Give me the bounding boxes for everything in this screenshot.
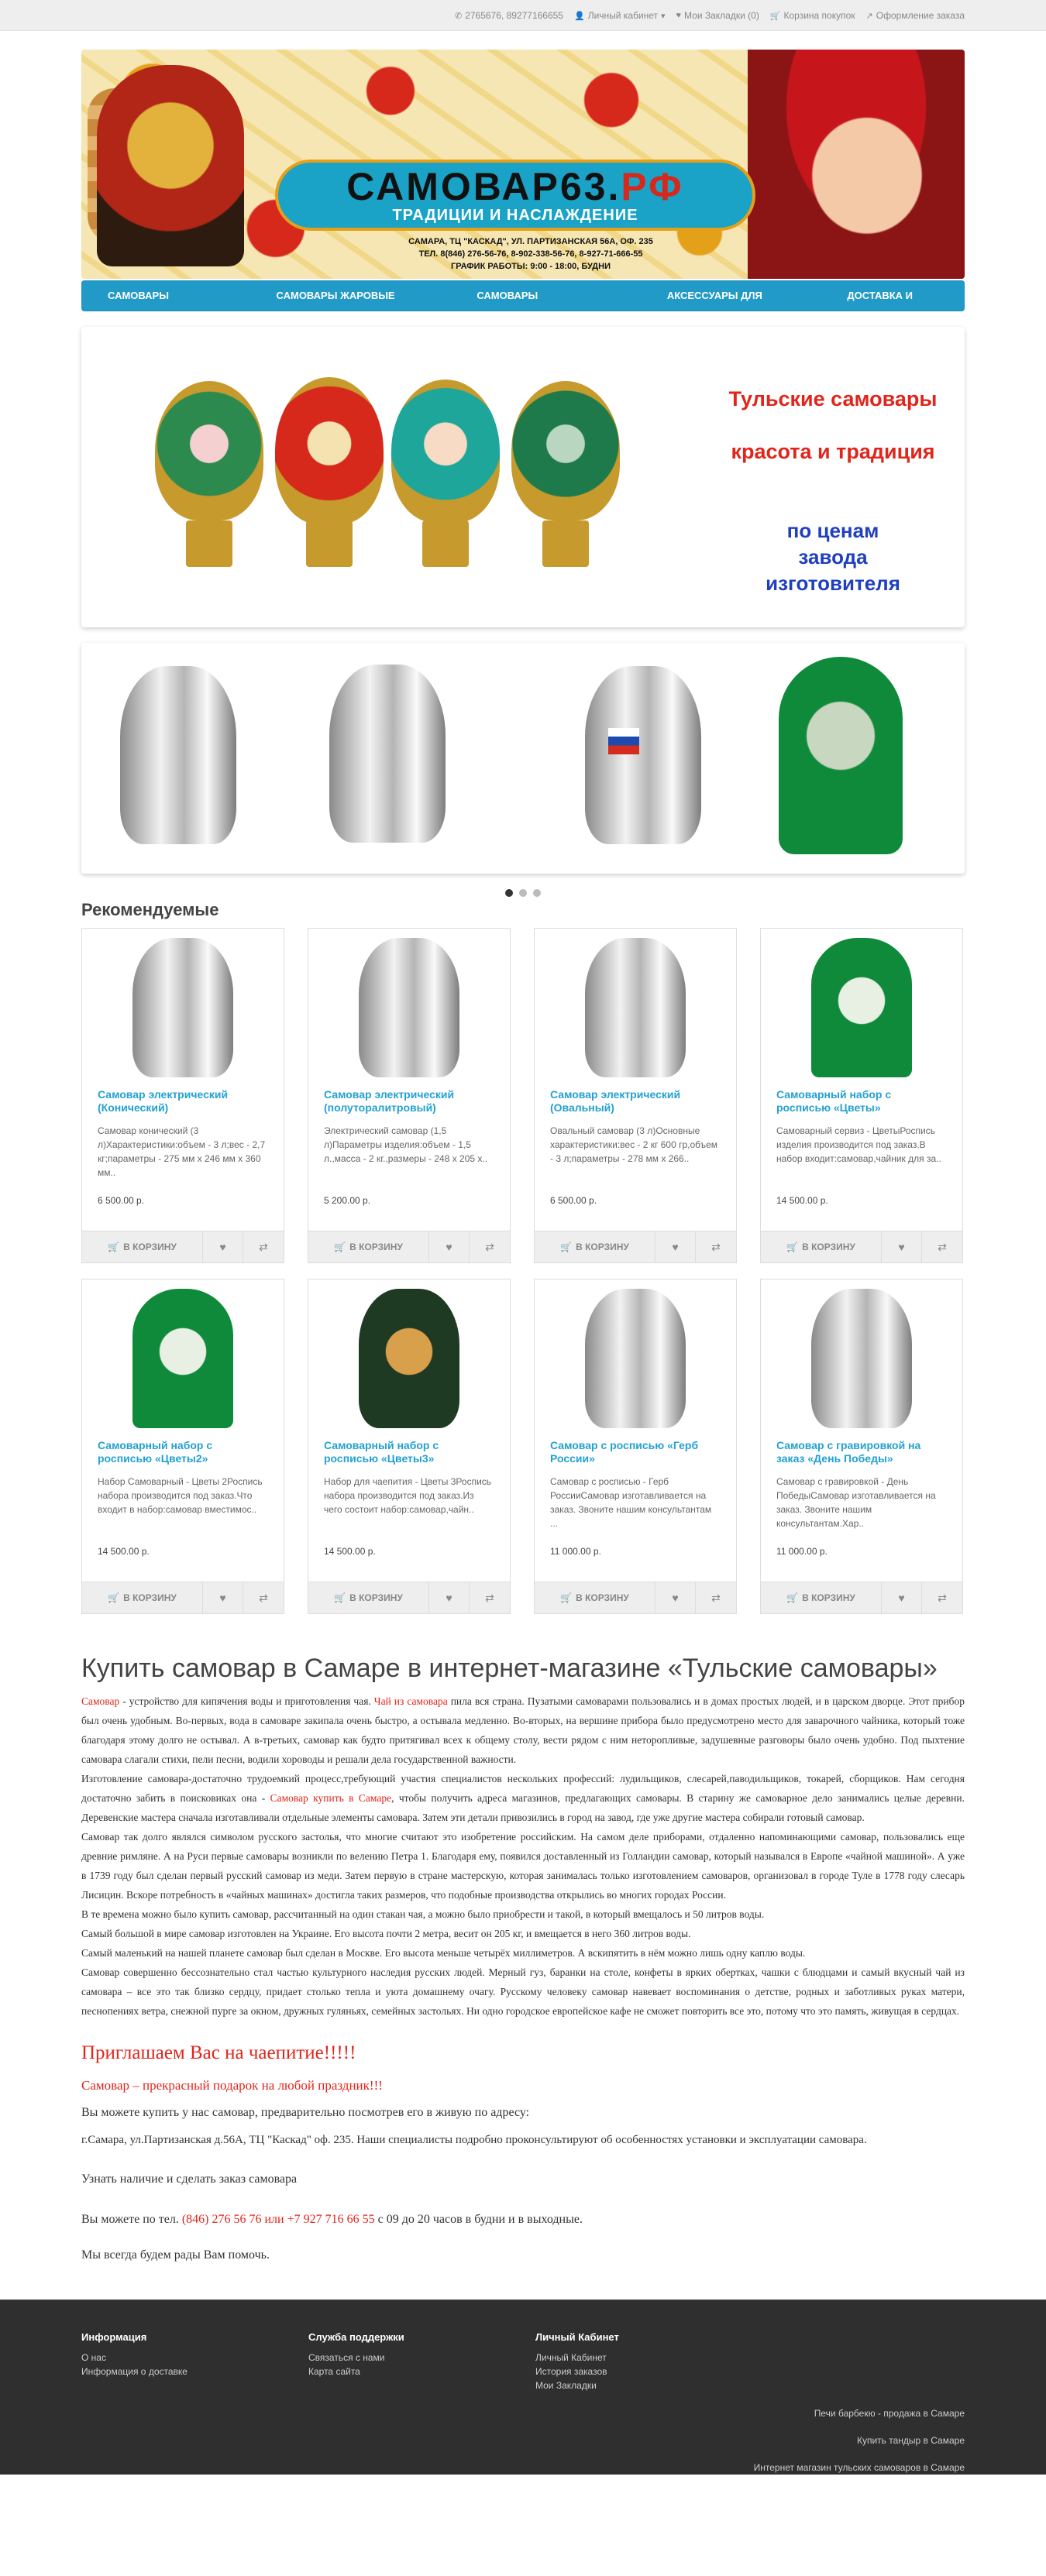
samovar-image xyxy=(97,65,244,266)
product-button-group xyxy=(308,1231,510,1262)
phone-icon: ✆ xyxy=(454,11,463,21)
footer-link-samovars[interactable]: Интернет магазин тульских самоваров в Самаре xyxy=(753,2462,965,2473)
product-price: 6 500.00 р. xyxy=(98,1195,145,1206)
add-to-cart-label: В КОРЗИНУ xyxy=(576,1592,629,1603)
product-photo xyxy=(359,938,459,1077)
product-name[interactable]: Самовар электрический (полуторалитровый) xyxy=(324,1088,455,1114)
buy-line: Вы можете купить у нас самовар, предварительно посмотрев его в живую по адресу: xyxy=(81,2106,530,2119)
product-description: Набор Самоварный - Цветы 2Роспись набора производится под заказ.Что входит в набор:самовар вместимос.. xyxy=(98,1476,263,1515)
promo-line-2: красота и традиция xyxy=(731,440,935,463)
product-name[interactable]: Самоварный набор с росписью «Цветы» xyxy=(776,1088,892,1114)
product-photo xyxy=(359,1289,459,1428)
product-card xyxy=(534,1279,737,1614)
cart-link[interactable] xyxy=(770,10,855,21)
footer-link-wishlist[interactable]: Мои Закладки xyxy=(535,2380,597,2391)
add-to-cart-button[interactable] xyxy=(535,1231,655,1262)
article-paragraph: Самый маленький на нашей планете самовар был сделан в Москве. Его высота меньше четырёх миллиметров. А вскипятить в нём можно лишь одну каплю воды. xyxy=(81,1947,806,1959)
phone-line xyxy=(81,2213,965,2227)
product-name[interactable]: Самовар электрический (Конический) xyxy=(98,1088,229,1114)
chrome-samovar-image xyxy=(120,666,236,844)
product-card xyxy=(308,928,511,1263)
promo-slide[interactable] xyxy=(81,327,965,627)
footer-link-account[interactable]: Личный Кабинет xyxy=(535,2352,607,2363)
product-description: Самоварный сервиз - ЦветыРоспись изделия производится под заказ.В набор входит:самовар,чайник для за.. xyxy=(776,1125,941,1164)
compare-icon: ⇄ xyxy=(259,1591,268,1604)
samovar-base xyxy=(186,520,232,567)
promo-line-3 xyxy=(717,517,949,596)
painted-samovar-image xyxy=(155,381,263,520)
cart-icon: 🛒 xyxy=(334,1242,346,1252)
wishlist-text: Мои Закладки (0) xyxy=(684,10,759,21)
add-to-wishlist-button[interactable] xyxy=(655,1231,696,1262)
text-span: пила вся страна. Пузатыми самоварами пользовались и в домах простых людей, и в царском дворце. Этот прибор был очень удобным. Во-первых, вода в самоваре закипала очень быстро, а остывала медленно. Во-вторых, на вершине прибора было предусмотрено место для заварочного чайника, который тоже благодаря этому долго не остывал. А в-третьих, самовар как будто притягивал всех к общему столу, вести рядом с ним неторопливые, задушевные разговоры было очень удобно. Под пыхтение самовара слагали стихи, пели песни, водили хороводы и решали дела государственной важности. xyxy=(81,1695,965,1765)
product-price: 14 500.00 р. xyxy=(98,1546,150,1557)
footer-link-bbq[interactable]: Печи барбекю - продажа в Самаре xyxy=(814,2408,965,2419)
compare-icon: ⇄ xyxy=(938,1591,947,1604)
promo-line-3c: изготовителя xyxy=(766,572,900,595)
product-button-group xyxy=(761,1582,962,1613)
store-address: г.Самара, ул.Партизанская д.56А, ТЦ "Каскад" оф. 235. Наши специалисты подробно проконсультируют об особенностях установки и эксплуатации самовара. xyxy=(81,2134,867,2146)
product-price: 14 500.00 р. xyxy=(324,1546,376,1557)
cart-icon: 🛒 xyxy=(786,1592,799,1603)
promo-line-3b: завода xyxy=(798,545,868,568)
text-span: с 09 до 20 часов в будни и в выходные. xyxy=(374,2213,583,2226)
cart-icon: 🛒 xyxy=(560,1242,573,1252)
compare-icon: ⇄ xyxy=(259,1240,268,1253)
footer-account-column xyxy=(535,2331,762,2392)
chrome-samovar-image xyxy=(329,665,446,843)
footer-external-links xyxy=(81,2406,965,2475)
add-to-cart-label: В КОРЗИНУ xyxy=(802,1242,855,1252)
product-card xyxy=(81,1279,284,1614)
checkout-text: Оформление заказа xyxy=(876,10,965,21)
text-span: – прекрасный подарок на любой праздник!!! xyxy=(129,2078,383,2093)
top-bar xyxy=(0,0,1046,31)
footer-support-column xyxy=(308,2331,535,2392)
chrome-samovar-image xyxy=(585,666,701,844)
product-price: 11 000.00 р. xyxy=(776,1546,828,1557)
phone-numbers[interactable]: (846) 276 56 76 или +7 927 716 66 55 xyxy=(181,2213,375,2226)
text-span: Самовар xyxy=(81,2078,129,2093)
order-line: Узнать наличие и сделать заказ самовара xyxy=(81,2172,298,2186)
phone-link[interactable] xyxy=(455,10,563,21)
compare-button[interactable] xyxy=(922,1231,962,1262)
russian-flag-image xyxy=(608,728,639,754)
product-photo xyxy=(585,1289,686,1428)
product-photo xyxy=(811,1289,912,1428)
product-description: Электрический самовар (1,5 л)Параметры изделия:объем - 1,5 л.,масса - 2 кг.,размеры - 248 х 205 х.. xyxy=(324,1125,488,1164)
add-to-cart-button[interactable] xyxy=(82,1231,203,1262)
menu-item-coal[interactable]: САМОВАРЫ ЖАРОВЫЕ xyxy=(276,290,395,301)
add-to-cart-label: В КОРЗИНУ xyxy=(123,1592,177,1603)
article-title: Купить самовар в Самаре в интернет-магазине «Тульские самовары» xyxy=(81,1654,938,1683)
account-text: Личный кабинет xyxy=(587,10,658,21)
add-to-cart-button[interactable] xyxy=(82,1582,203,1613)
girl-in-kokoshnik-image xyxy=(748,50,965,279)
product-card xyxy=(308,1279,511,1614)
footer xyxy=(0,2300,1046,2475)
product-image[interactable] xyxy=(308,1279,510,1433)
footer-link-delivery[interactable]: Информация о доставке xyxy=(81,2366,188,2377)
product-caption xyxy=(535,1088,736,1206)
footer-link-orders[interactable]: История заказов xyxy=(535,2366,607,2377)
add-to-wishlist-button[interactable] xyxy=(203,1582,243,1613)
compare-button[interactable] xyxy=(922,1582,962,1613)
add-to-cart-button[interactable] xyxy=(761,1231,882,1262)
heart-icon: ♥ xyxy=(898,1241,905,1253)
buy-samovar-link[interactable]: Самовар купить в Самаре xyxy=(270,1792,392,1804)
promo-line-1: Тульские самовары xyxy=(728,387,938,410)
footer-heading: Информация xyxy=(81,2331,147,2343)
add-to-wishlist-button[interactable] xyxy=(429,1231,470,1262)
product-image[interactable] xyxy=(535,929,736,1082)
cart-icon: 🛒 xyxy=(560,1592,573,1603)
add-to-wishlist-button[interactable] xyxy=(882,1582,922,1613)
compare-icon: ⇄ xyxy=(711,1240,721,1253)
tea-party-heading: Приглашаем Вас на чаепитие!!!!! xyxy=(81,2042,356,2063)
add-to-cart-button[interactable] xyxy=(535,1582,655,1613)
product-description: Самовар с гравировкой - День ПобедыСамовар изготавливается на заказ. Звоните нашим консультантам.Хар.. xyxy=(776,1476,936,1529)
article-paragraph: Самый большой в мире самовар изготовлен на Украине. Его высота почти 2 метра, весит он 205 кг, и вмещается в него 360 литров воды. xyxy=(81,1928,691,1939)
product-name[interactable]: Самовар с росписью «Герб России» xyxy=(550,1439,699,1465)
cart-icon: 🛒 xyxy=(334,1592,346,1603)
add-to-cart-label: В КОРЗИНУ xyxy=(123,1242,177,1252)
product-photo xyxy=(132,1289,233,1428)
heart-icon: ♥ xyxy=(446,1592,452,1604)
main-menu xyxy=(81,280,965,311)
product-price: 11 000.00 р. xyxy=(550,1546,601,1557)
samovar-base xyxy=(542,520,589,567)
add-to-cart-label: В КОРЗИНУ xyxy=(349,1592,403,1603)
tea-link[interactable]: Чай из самовара xyxy=(373,1695,448,1707)
product-card xyxy=(760,928,963,1263)
product-button-group xyxy=(308,1582,510,1613)
product-button-group xyxy=(82,1231,284,1262)
painted-samovar-image xyxy=(391,380,500,523)
product-card xyxy=(760,1279,963,1614)
product-price: 6 500.00 р. xyxy=(550,1195,597,1206)
promo-line-3a: по ценам xyxy=(786,519,879,542)
product-image[interactable] xyxy=(761,1279,962,1433)
phone-text: 2765676, 89277166655 xyxy=(465,10,563,21)
product-image[interactable] xyxy=(761,929,962,1082)
logo-tld-text: РФ xyxy=(621,164,684,208)
add-to-wishlist-button[interactable] xyxy=(203,1231,243,1262)
caret-down-icon: ▾ xyxy=(660,11,666,21)
product-photo xyxy=(585,938,686,1077)
heart-icon: ♥ xyxy=(446,1241,452,1253)
footer-link-contact[interactable]: Связаться с нами xyxy=(308,2352,385,2363)
footer-link-about[interactable]: О нас xyxy=(81,2352,106,2363)
samovar-link[interactable]: Самовар xyxy=(81,1695,120,1707)
text-span: Изготовление самовара-достаточно трудоемкий процесс,требующий участия специалистов нескольких профессий: лудильщиков, слесарей,паводильщиков, токарей, сборщиков. Нам сегодня достаточно забить в поисковиках она - xyxy=(81,1773,965,1804)
heart-icon: ♥ xyxy=(898,1592,905,1604)
menu-item-delivery[interactable]: ДОСТАВКА И xyxy=(847,290,914,301)
add-to-wishlist-button[interactable] xyxy=(882,1231,922,1262)
product-description: Набор для чаепития - Цветы 3Роспись набора производится под заказ.Из чего состоит набор:самовар,чайн.. xyxy=(324,1476,492,1515)
header-address-line: САМАРА, ТЦ "КАСКАД", УЛ. ПАРТИЗАНСКАЯ 56А, ОФ. 235 xyxy=(408,237,653,246)
product-button-group xyxy=(535,1231,736,1262)
product-description: Овальный самовар (3 л)Основные характеристики:вес - 2 кг 600 гр,объем - 3 л;параметры - 278 мм х 266.. xyxy=(550,1125,718,1164)
product-name[interactable]: Самовар с гравировкой на заказ «День Победы» xyxy=(776,1439,921,1465)
recommended-heading: Рекомендуемые xyxy=(81,900,219,919)
heart-icon: ♥ xyxy=(219,1592,226,1604)
samovar-base xyxy=(306,520,353,567)
product-carousel[interactable] xyxy=(81,643,965,874)
carousel-dot[interactable] xyxy=(519,889,527,897)
add-to-cart-label: В КОРЗИНУ xyxy=(576,1242,629,1252)
header-address xyxy=(364,235,697,273)
product-name[interactable]: Самоварный набор с росписью «Цветы2» xyxy=(98,1439,213,1465)
product-description: Самовар с росписью - Герб РоссииСамовар изготавливается на заказ. Звоните нашим консультантам ... xyxy=(550,1476,712,1529)
cart-text: Корзина покупок xyxy=(783,10,855,21)
compare-button[interactable] xyxy=(243,1582,284,1613)
footer-info-column xyxy=(81,2331,308,2392)
carousel-dot[interactable] xyxy=(533,889,541,897)
product-button-group xyxy=(82,1582,284,1613)
product-caption xyxy=(308,1439,510,1557)
menu-item-combined[interactable]: САМОВАРЫ xyxy=(477,290,538,301)
header-phone-line: ТЕЛ. 8(846) 276-56-76, 8-902-338-56-76, 8-927-71-666-55 xyxy=(418,249,643,259)
heart-icon: ♥ xyxy=(676,11,682,20)
article-paragraph xyxy=(81,1769,965,1827)
text-span: - устройство для кипячения воды и приготовления чая. xyxy=(119,1695,374,1707)
heart-icon: ♥ xyxy=(219,1241,226,1253)
product-name[interactable]: Самоварный набор с росписью «Цветы3» xyxy=(324,1439,439,1465)
heart-icon: ♥ xyxy=(672,1592,679,1604)
cart-icon: 🛒 xyxy=(786,1242,799,1252)
product-card xyxy=(534,928,737,1263)
add-to-cart-label: В КОРЗИНУ xyxy=(802,1592,855,1603)
product-caption xyxy=(761,1088,962,1206)
article xyxy=(81,1653,965,2262)
compare-icon: ⇄ xyxy=(938,1240,947,1253)
compare-button[interactable] xyxy=(470,1582,510,1613)
product-image[interactable] xyxy=(82,929,284,1082)
footer-heading: Служба поддержки xyxy=(308,2331,404,2343)
share-icon: ↗ xyxy=(865,11,873,21)
heart-icon: ♥ xyxy=(672,1241,679,1253)
product-caption xyxy=(82,1088,284,1206)
compare-button[interactable] xyxy=(696,1582,736,1613)
add-to-wishlist-button[interactable] xyxy=(655,1582,696,1613)
menu-item-accessories[interactable]: АКСЕССУАРЫ ДЛЯ xyxy=(666,290,762,301)
compare-button[interactable] xyxy=(243,1231,284,1262)
text-span: Вы можете по тел. xyxy=(81,2213,182,2226)
cart-icon: 🛒 xyxy=(769,11,781,21)
wishlist-link[interactable] xyxy=(676,10,759,21)
checkout-link[interactable] xyxy=(866,10,965,21)
add-to-cart-button[interactable] xyxy=(308,1582,429,1613)
article-paragraph: В те времена можно было купить самовар, рассчитанный на один стакан чая, а можно было приобрести и такой, в который вмещалось и 50 литров воды. xyxy=(81,1908,765,1920)
product-photo xyxy=(811,938,912,1077)
gift-line xyxy=(81,2078,965,2093)
article-body xyxy=(81,1692,965,2021)
compare-button[interactable] xyxy=(470,1231,510,1262)
green-samovar-set-image xyxy=(779,657,903,854)
product-button-group xyxy=(535,1582,736,1613)
footer-heading: Личный Кабинет xyxy=(535,2331,619,2343)
text-span: , чтобы получить адреса магазинов, предлагающих самовары. В старину же самоварное дело занимались целые деревни. Деревенские мастера сначала изготавливали отдельные элементы самовара. Затем эти детали привозились в город на завод, где уже другие мастера собирали готовый самовар. xyxy=(81,1792,965,1823)
article-paragraph: Самовар так долго являлся символом русского застолья, что многие считают это изобретение российским. На самом деле приборами, отдаленно напоминающими самовар, пользовались еще древние римляне. А на Руси первые самовары возникли по велению Петра 1. Благодаря ему, появился доставленный из Голландии самовар, который назывался в Европе «чайной машиной». А уже в 1739 году был сделан первый русский самовар из меди. Затем первую в стране мастерскую, которая занималась только изготовлением самоваров, организовал в городе Туле в 1778 году слесарь Лисицин. Вскоре потребность в «чайных машинах» достигла таких размеров, что подобные производства открылись во многих городах России. xyxy=(81,1831,965,1901)
logo-subtitle: ТРАДИЦИИ И НАСЛАЖДЕНИЕ xyxy=(392,206,638,224)
product-caption xyxy=(308,1088,510,1206)
product-photo xyxy=(132,938,233,1077)
add-to-cart-label: В КОРЗИНУ xyxy=(349,1242,403,1252)
product-description: Самовар конический (3 л)Характеристики:объем - 3 л;вес - 2,7 кг;параметры - 275 мм х 246 мм х 360 мм.. xyxy=(98,1125,266,1178)
article-paragraph xyxy=(81,1692,965,1769)
product-price: 14 500.00 р. xyxy=(776,1195,828,1206)
header-banner[interactable] xyxy=(81,50,965,279)
product-image[interactable] xyxy=(308,929,510,1082)
product-grid xyxy=(81,928,965,1614)
compare-icon: ⇄ xyxy=(485,1240,494,1253)
header-hours-line: ГРАФИК РАБОТЫ: 9:00 - 18:00, БУДНИ xyxy=(451,262,611,271)
cart-icon: 🛒 xyxy=(108,1242,120,1252)
add-to-cart-button[interactable] xyxy=(761,1582,882,1613)
compare-icon: ⇄ xyxy=(485,1591,494,1604)
product-button-group xyxy=(761,1231,962,1262)
painted-samovar-image xyxy=(275,377,384,524)
compare-button[interactable] xyxy=(696,1231,736,1262)
account-dropdown[interactable] xyxy=(574,10,666,21)
product-card xyxy=(81,928,284,1263)
footer-link-tandyr[interactable]: Купить тандыр в Самаре xyxy=(856,2435,965,2446)
user-icon: 👤 xyxy=(573,11,585,21)
carousel-dots xyxy=(81,889,965,897)
logo-title xyxy=(346,164,684,208)
product-image[interactable] xyxy=(535,1279,736,1433)
add-to-wishlist-button[interactable] xyxy=(429,1582,470,1613)
product-caption xyxy=(761,1439,962,1557)
footer-link-sitemap[interactable]: Карта сайта xyxy=(308,2366,360,2377)
add-to-cart-button[interactable] xyxy=(308,1231,429,1262)
article-paragraph: Самовар совершенно бесcознательно стал частью культурного наследия русских людей. Мерный гуз, баранки на столе, конфеты в ярких обертках, чашки с блюдцами и самый вкусный чай из самовара – все это так близко сердцу, придает столько тепла и уюта домашнему очагу. Русскому человеку самовар навевает воспоминания о детстве, родных и заботливых руках матери, песнопениях ветра, снежной пурге за окном, дружных гуляньях, семейных застольях. Ни одно городское европейское кафе не сможет повторить все это, потому что это память, живущая в сердцах. xyxy=(81,1966,965,2017)
painted-samovar-image xyxy=(511,381,620,520)
product-caption xyxy=(82,1439,284,1557)
site-logo[interactable] xyxy=(275,160,755,231)
samovar-base xyxy=(422,520,469,567)
carousel-dot[interactable] xyxy=(505,889,513,897)
menu-item-electric[interactable]: САМОВАРЫ xyxy=(108,290,169,301)
logo-main-text: САМОВАР63. xyxy=(346,164,621,208)
product-caption xyxy=(535,1439,736,1557)
cart-icon: 🛒 xyxy=(108,1592,120,1603)
product-image[interactable] xyxy=(82,1279,284,1433)
closing-line: Мы всегда будем рады Вам помочь. xyxy=(81,2248,270,2262)
compare-icon: ⇄ xyxy=(711,1591,721,1604)
product-price: 5 200.00 р. xyxy=(324,1195,371,1206)
product-name[interactable]: Самовар электрический (Овальный) xyxy=(550,1088,681,1114)
